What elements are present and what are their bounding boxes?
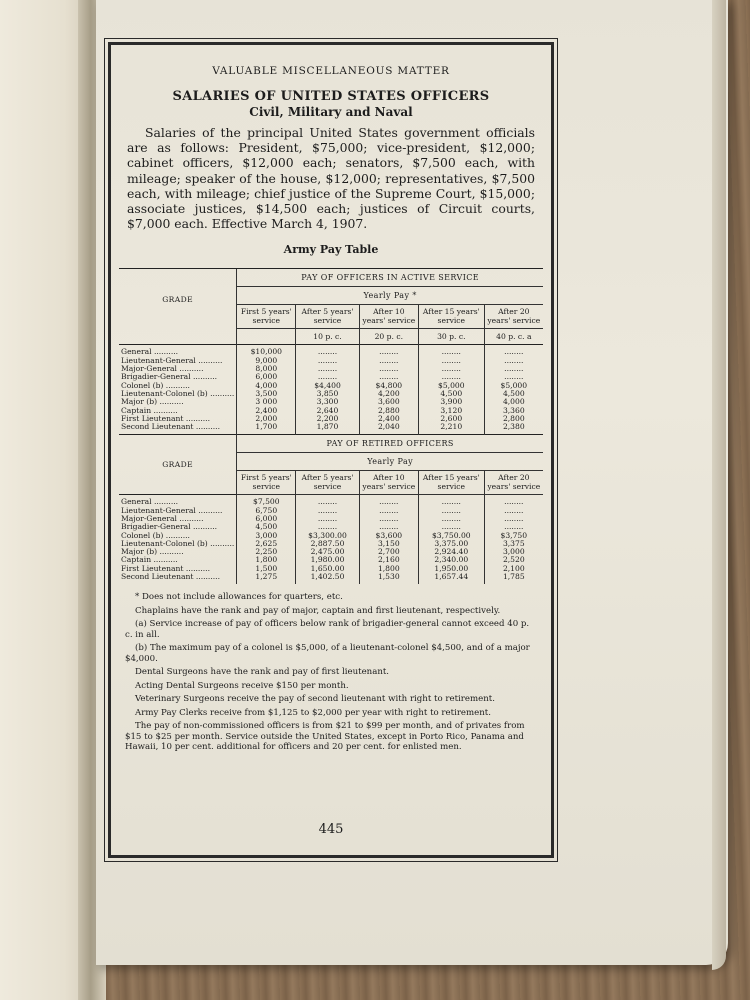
retired-column-header: After 10 years' service: [359, 471, 418, 495]
active-pay-value: ........: [504, 347, 524, 357]
active-pay-value: 4,000: [502, 397, 525, 407]
active-column-header: First 5 years' service: [237, 305, 296, 329]
active-values-row: [119, 345, 543, 435]
retired-grade-name: Colonel (b) ..........: [121, 531, 190, 540]
retired-pay-value: 2,520: [502, 555, 525, 565]
footnote-line: Dental Surgeons have the rank and pay of first lieutenant.: [135, 667, 390, 678]
retired-column-header: First 5 years' service: [237, 471, 296, 495]
retired-pay-value: 3,150: [377, 538, 400, 548]
active-column-header: After 20 years' service: [484, 305, 543, 329]
page-content: [119, 53, 543, 847]
retired-pay-value: ........: [441, 505, 461, 515]
footnote-line: * Does not include allowances for quarters, etc.: [135, 592, 343, 603]
active-pay-value: 4,500: [440, 388, 463, 398]
active-pay-value: ........: [379, 364, 399, 374]
retired-pay-value: 4,500: [255, 522, 278, 532]
active-section-label: PAY OF OFFICERS IN ACTIVE SERVICE: [237, 269, 543, 287]
active-grade-name: Second Lieutenant ..........: [121, 423, 221, 432]
retired-section-label: PAY OF RETIRED OFFICERS: [237, 435, 543, 453]
active-grade-name: Lieutenant-General ..........: [121, 356, 223, 365]
active-pay-value: $5,000: [438, 380, 465, 390]
active-pay-value: 2,040: [377, 422, 400, 432]
retired-pay-value: ........: [317, 497, 338, 507]
retired-pay-value: 2,924.40: [434, 547, 469, 557]
retired-pay-value: 2,340.00: [434, 555, 469, 565]
retired-pay-value: 1,657.44: [434, 572, 469, 582]
retired-pay-value: 1,980.00: [310, 555, 345, 565]
footnotes: [125, 592, 537, 753]
active-pay-value: ........: [441, 355, 461, 365]
retired-pay-value: ........: [379, 497, 399, 507]
active-pay-value: 2,640: [316, 405, 339, 415]
retired-pay-value: 2,475.00: [310, 547, 345, 557]
retired-grade-header: GRADE: [119, 435, 237, 495]
retired-pay-value: 1,500: [255, 563, 278, 573]
retired-pay-value: ........: [317, 513, 338, 523]
active-pay-value: 4,200: [377, 388, 400, 398]
active-column-header: After 5 years' service: [296, 305, 359, 329]
active-pay-value: ........: [317, 372, 338, 382]
active-percent-blank: [119, 329, 237, 345]
footnote-line: Veterinary Surgeons receive the pay of second lieutenant with right to retirement.: [135, 694, 495, 705]
retired-pay-value: ........: [504, 513, 524, 523]
retired-column-header: After 15 years' service: [418, 471, 484, 495]
active-grade-name: Lieutenant-Colonel (b) ..........: [121, 389, 235, 398]
active-section-header-row: [119, 269, 543, 287]
active-pay-column: [237, 345, 296, 435]
retired-pay-value: ........: [379, 513, 399, 523]
retired-pay-value: 1,530: [377, 572, 400, 582]
active-pay-column: [418, 345, 484, 435]
retired-pay-value: $3,750.00: [431, 530, 471, 540]
active-pay-value: 6,000: [255, 372, 278, 382]
retired-grade-name: Lieutenant-General ..........: [121, 506, 223, 515]
active-pay-value: 1,870: [316, 422, 339, 432]
active-column-header: After 15 years' service: [418, 305, 484, 329]
retired-pay-value: ........: [317, 505, 338, 515]
retired-pay-value: 1,800: [377, 563, 400, 573]
retired-pay-column: [359, 495, 418, 584]
active-percent-row: [119, 329, 543, 345]
retired-pay-value: ........: [441, 513, 461, 523]
active-percent-cell: 40 p. c. a: [484, 329, 543, 345]
retired-pay-value: $3,600: [375, 530, 403, 540]
retired-grade-name: Major-General ..........: [121, 514, 204, 523]
retired-pay-value: 2,100: [502, 563, 525, 573]
active-pay-value: 2,600: [440, 413, 463, 423]
active-pay-value: ........: [379, 347, 399, 357]
retired-grade-name: Lieutenant-Colonel (b) ..........: [121, 539, 235, 548]
active-pay-value: 3,360: [502, 405, 525, 415]
active-grade-name: Brigadier-General ..........: [121, 373, 218, 382]
active-pay-value: 3 000: [255, 397, 278, 407]
active-pay-value: 2,400: [255, 405, 278, 415]
retired-pay-value: ........: [441, 497, 461, 507]
active-pay-value: 2,380: [502, 422, 525, 432]
retired-pay-value: $3,750: [500, 530, 528, 540]
active-pay-value: 8,000: [255, 364, 278, 374]
page-edges: [712, 0, 726, 970]
retired-pay-value: ........: [504, 522, 524, 532]
retired-grade-name: First Lieutenant ..........: [121, 564, 211, 573]
active-pay-value: 2,000: [255, 413, 278, 423]
retired-pay-column: [484, 495, 543, 584]
retired-pay-value: 2,250: [255, 547, 278, 557]
retired-pay-value: ........: [504, 505, 524, 515]
retired-pay-column: [237, 495, 296, 584]
active-pay-value: ........: [317, 355, 338, 365]
active-grade-name: First Lieutenant ..........: [121, 414, 211, 423]
footnote-line: The pay of non-commissioned officers is from $21 to $99 per month, and of privates from $15 to $25 per month. Service outside the United States, except in Porto Rico, Panama and Hawaii, 10 per cent. additional for officers and 20 per cent. for enlisted men.: [125, 721, 525, 753]
active-pay-value: $10,000: [250, 347, 282, 357]
army-pay-table: [119, 268, 543, 584]
active-pay-value: 3,500: [255, 388, 278, 398]
active-pay-value: ........: [441, 347, 461, 357]
page-number: 445: [318, 822, 344, 837]
footnote-line: (a) Service increase of pay of officers below rank of brigadier-general cannot exceed 40 p. c. in all.: [125, 619, 530, 640]
intro-paragraph: Salaries of the principal United States government officials are as follows: President, $75,000; vice-president, $12,000; cabinet officers, $12,000 each; senators, $7,500 each, with mileage; speaker of the house, $12,000; representatives, $7,500 each, with mileage; chief justice of the Supreme Court, $15,000; associate justices, $14,500 each; justices of Circuit courts, $7,000 each. Effective March 4, 1907.: [127, 125, 535, 232]
retired-pay-value: ........: [379, 522, 399, 532]
retired-pay-value: $7,500: [253, 497, 280, 507]
retired-pay-value: 1,650.00: [310, 563, 345, 573]
active-pay-value: 2,200: [316, 413, 339, 423]
retired-pay-value: ........: [317, 522, 338, 532]
active-pay-value: $5,000: [500, 380, 528, 390]
active-pay-value: 1,700: [255, 422, 278, 432]
active-percent-cell: [237, 329, 296, 345]
retired-pay-value: 1,402.50: [310, 572, 345, 582]
retired-grade-name: Second Lieutenant ..........: [121, 573, 221, 582]
retired-pay-value: 2,625: [255, 538, 278, 548]
active-pay-value: ........: [317, 364, 338, 374]
active-pay-value: ........: [379, 355, 399, 365]
footnote-line: Chaplains have the rank and pay of major, captain and first lieutenant, respectively.: [135, 605, 501, 616]
retired-pay-column: [296, 495, 359, 584]
active-grade-list: [119, 345, 237, 435]
active-pay-value: 2,210: [440, 422, 463, 432]
retired-pay-value: 3,000: [502, 547, 525, 557]
active-pay-column: [359, 345, 418, 435]
retired-pay-column: [418, 495, 484, 584]
retired-column-header: After 5 years' service: [296, 471, 359, 495]
retired-pay-value: 1,785: [502, 572, 525, 582]
retired-pay-value: 2,700: [377, 547, 400, 557]
retired-pay-value: 2,160: [377, 555, 400, 565]
active-pay-value: 3,120: [440, 405, 463, 415]
retired-pay-value: 1,275: [255, 572, 278, 582]
active-pay-value: $4,800: [375, 380, 403, 390]
active-grade-name: Major-General ..........: [121, 365, 204, 374]
active-pay-value: 3,300: [316, 397, 339, 407]
active-pay-value: 4,500: [502, 388, 525, 398]
retired-pay-value: ........: [504, 497, 524, 507]
retired-grade-name: General ..........: [121, 498, 179, 507]
active-pay-value: 2,880: [377, 405, 400, 415]
active-column-header: After 10 years' service: [359, 305, 418, 329]
retired-grade-list: [119, 495, 237, 584]
page-border-frame: [108, 42, 554, 858]
active-yearly-header: Yearly Pay *: [237, 287, 543, 305]
retired-pay-value: ........: [379, 505, 399, 515]
retired-grade-name: Brigadier-General ..........: [121, 523, 218, 532]
retired-pay-value: 1,800: [255, 555, 278, 565]
retired-grade-name: Captain ..........: [121, 556, 178, 565]
table-title: Army Pay Table: [283, 243, 379, 257]
active-pay-value: ........: [441, 364, 461, 374]
active-pay-value: 3,850: [316, 388, 339, 398]
active-pay-value: 2,400: [377, 413, 400, 423]
retired-grade-name: Major (b) ..........: [121, 548, 184, 557]
footnote-line: (b) The maximum pay of a colonel is $5,000, of a lieutenant-colonel $4,500, and of a major $4,000.: [125, 643, 530, 664]
active-pay-value: 9,000: [255, 355, 278, 365]
active-pay-value: 2,800: [502, 413, 525, 423]
active-pay-value: ........: [504, 364, 524, 374]
retired-pay-value: 1,950.00: [434, 563, 469, 573]
retired-yearly-header: Yearly Pay: [237, 453, 543, 471]
retired-pay-value: 6,000: [255, 513, 278, 523]
active-pay-value: ........: [504, 355, 524, 365]
active-percent-cell: 30 p. c.: [418, 329, 484, 345]
active-pay-value: ........: [504, 372, 524, 382]
active-pay-value: ........: [317, 347, 338, 357]
active-pay-value: 3,900: [440, 397, 463, 407]
retired-section-header-row: [119, 435, 543, 453]
active-pay-value: $4,400: [314, 380, 341, 390]
retired-pay-value: 3,375: [502, 538, 525, 548]
article-subtitle: Civil, Military and Naval: [249, 105, 413, 119]
article-title: SALARIES OF UNITED STATES OFFICERS: [172, 89, 490, 104]
retired-column-header: After 20 years' service: [484, 471, 543, 495]
footnote-line: Acting Dental Surgeons receive $150 per month.: [135, 680, 349, 691]
active-percent-cell: 10 p. c.: [296, 329, 359, 345]
running-title: VALUABLE MISCELLANEOUS MATTER: [212, 65, 450, 77]
active-pay-column: [296, 345, 359, 435]
retired-pay-value: 2,887.50: [310, 538, 345, 548]
retired-pay-value: 3,375.00: [434, 538, 469, 548]
active-grade-header: GRADE: [119, 269, 237, 329]
active-pay-value: 3,600: [377, 397, 400, 407]
active-pay-value: ........: [379, 372, 399, 382]
footnote-line: Army Pay Clerks receive from $1,125 to $2,000 per year with right to retirement.: [135, 707, 491, 718]
active-grade-name: Major (b) ..........: [121, 398, 184, 407]
active-percent-cell: 20 p. c.: [359, 329, 418, 345]
retired-pay-value: 3,000: [255, 530, 278, 540]
retired-values-row: [119, 495, 543, 584]
active-pay-value: ........: [441, 372, 461, 382]
retired-pay-value: $3,300.00: [308, 530, 347, 540]
active-grade-name: General ..........: [121, 348, 179, 357]
active-pay-column: [484, 345, 543, 435]
active-pay-value: 4,000: [255, 380, 278, 390]
active-grade-name: Colonel (b) ..........: [121, 381, 190, 390]
retired-pay-value: ........: [441, 522, 461, 532]
active-grade-name: Captain ..........: [121, 406, 178, 415]
retired-pay-value: 6,750: [255, 505, 278, 515]
